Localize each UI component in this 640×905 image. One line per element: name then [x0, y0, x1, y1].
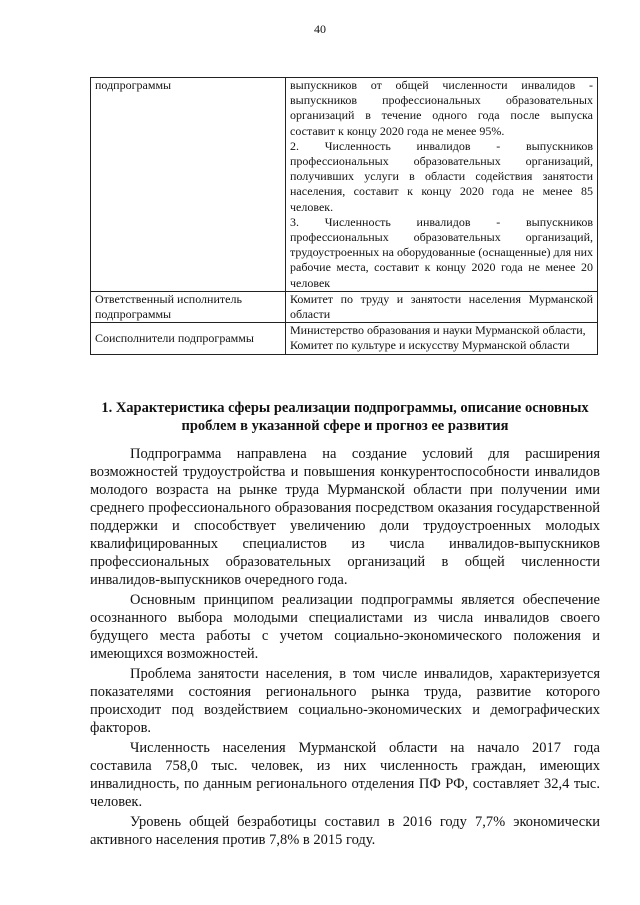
scan-top-edge — [0, 0, 640, 2]
table-row — [91, 291, 598, 322]
row-value — [286, 323, 598, 354]
row-value — [286, 78, 598, 292]
row-paragraph: Комитет по труду и занятости населения Мурманской области — [290, 291, 593, 322]
page-number: 40 — [314, 22, 326, 36]
row-paragraph: Комитет по культуре и искусству Мурманской области — [290, 338, 570, 353]
section-body — [90, 445, 600, 851]
row-label: подпрограммы — [91, 78, 286, 292]
row-label: Ответственный исполнитель подпрограммы — [91, 291, 286, 322]
table-row — [91, 323, 598, 354]
body-paragraph: Основным принципом реализации подпрограммы является обеспечение осознанного выбора молодыми специалистами из числа инвалидов своего будущего места работы с учетом социально-экономического положения и имеющихся возможностей. — [90, 592, 600, 662]
row-paragraph: 2. Численность инвалидов - выпускников профессиональных образовательных организаций, получивших услуги в области содействия занятости населения, составит к концу 2020 года не менее 85 человек. — [290, 138, 593, 214]
section-heading: 1. Характеристика сферы реализации подпрограммы, описание основных проблем в указанной сфере и прогноз ее развития — [101, 400, 589, 434]
row-paragraph: выпускников от общей численности инвалидов - выпускников профессиональных образовательных организаций в течение одного года после выпуска составит к концу 2020 года не менее 95%. — [290, 78, 593, 138]
body-paragraph: Подпрограмма направлена на создание условий для расширения возможностей трудоустройства и повышения конкурентоспособности инвалидов молодого возраста на рынке труда Мурманской области при получении ими среднего профессионального образования посредством оказания государственной поддержки и способствует увеличению доли трудоустроенных молодых квалифицированных специалистов из числа инвалидов-выпускников профессиональных образовательных организаций в общей численности инвалидов-выпускников очередного года. — [90, 446, 600, 588]
row-value — [286, 291, 598, 322]
body-paragraph: Проблема занятости населения, в том числе инвалидов, характеризуется показателями состояния регионального рынка труда, развитие которого происходит под воздействием социально-экономических и демографических факторов. — [90, 666, 600, 736]
body-paragraph: Уровень общей безработицы составил в 2016 году 7,7% экономически активного населения против 7,8% в 2015 году. — [90, 814, 600, 848]
subprogram-passport-table — [90, 77, 598, 355]
row-paragraph: Министерство образования и науки Мурманской области, — [290, 323, 586, 338]
table-row — [91, 78, 598, 292]
row-label: Соисполнители подпрограммы — [91, 323, 286, 354]
row-paragraph: 3. Численность инвалидов - выпускников профессиональных образовательных организаций, трудоустроенных на оборудованные (оснащенные) для них рабочие места, составит к концу 2020 года не менее 20 человек — [290, 214, 593, 290]
body-paragraph: Численность населения Мурманской области на начало 2017 года составила 758,0 тыс. человек, из них численность граждан, имеющих инвалидность, по данным регионального отделения ПФ РФ, составляет 32,4 тыс. человек. — [90, 740, 600, 810]
